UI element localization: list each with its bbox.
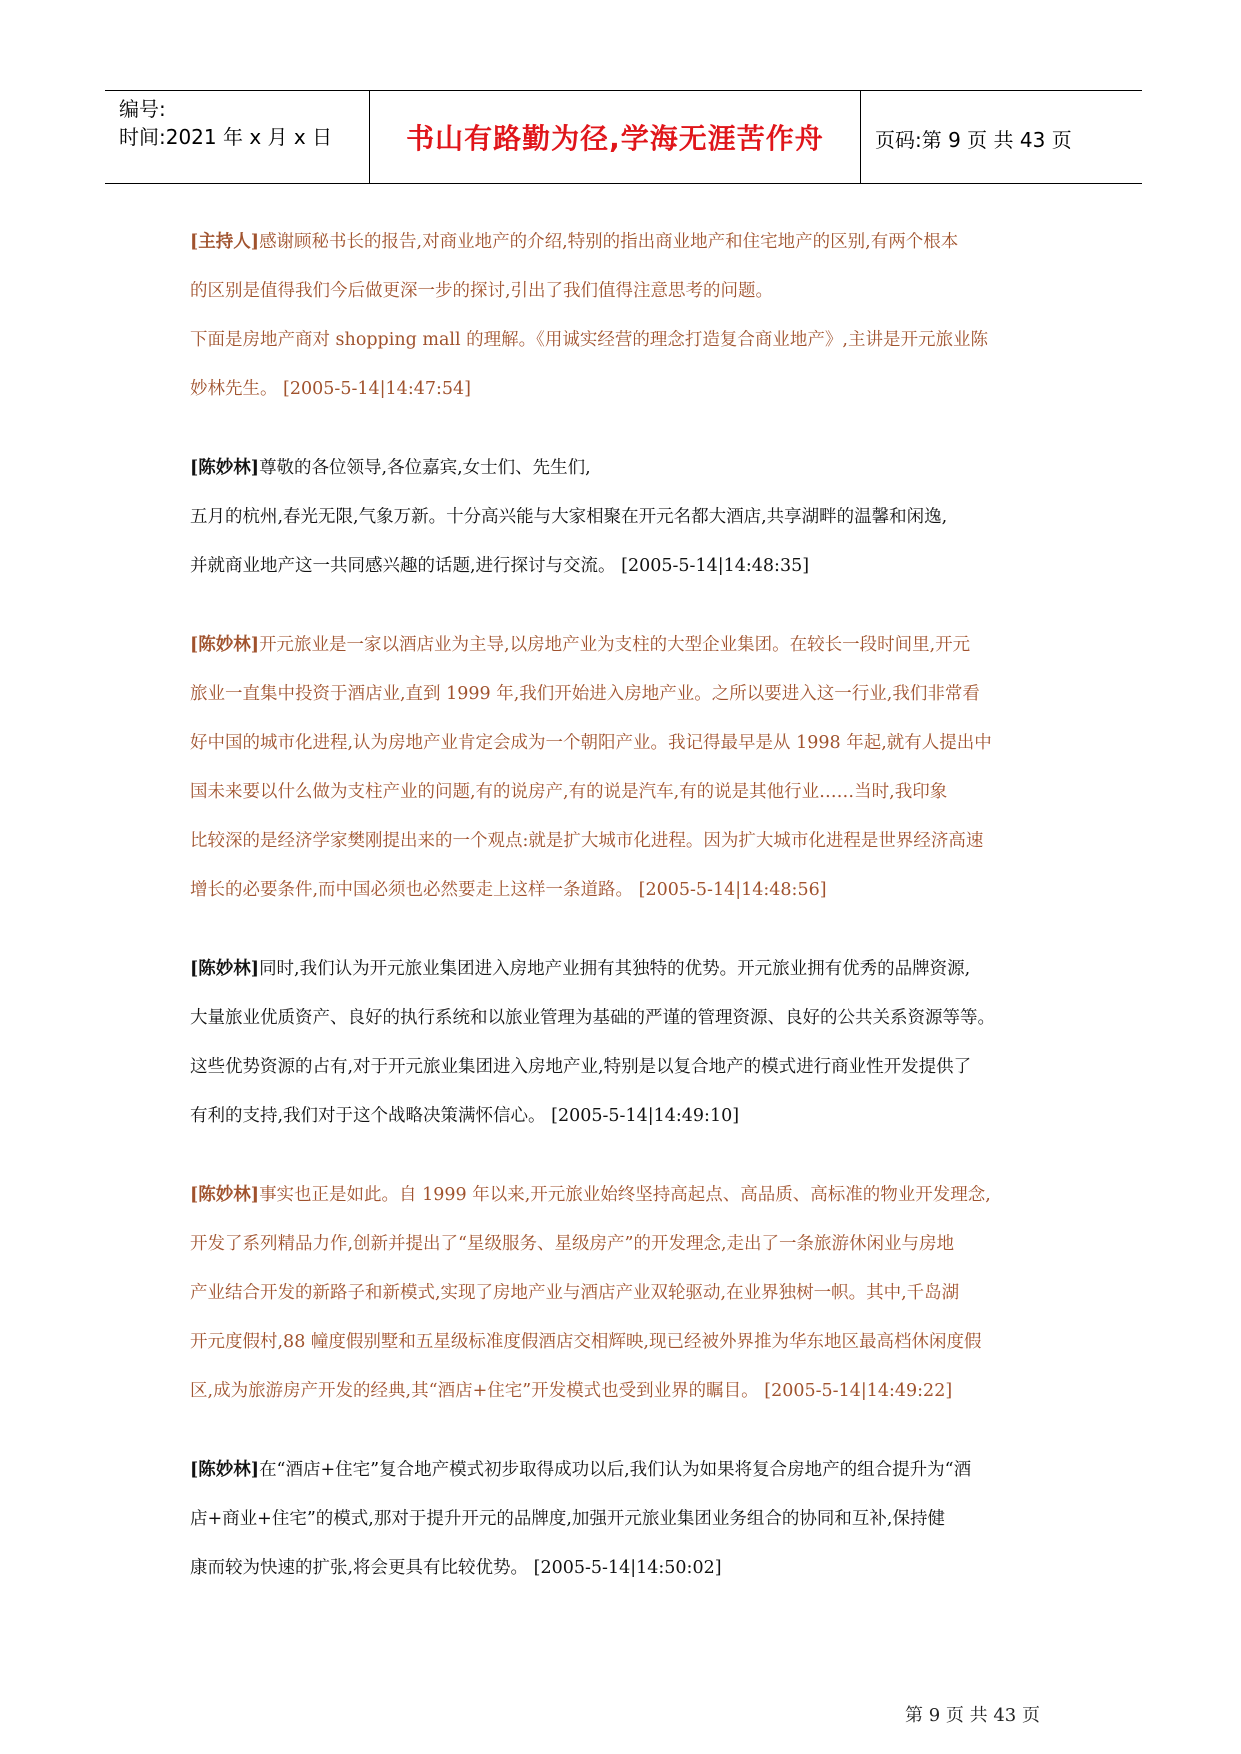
line-text: 康而较为快速的扩张,将会更具有比较优势。 [2005-5-14|14:50:02] xyxy=(190,1558,722,1578)
line-text: 好中国的城市化进程,认为房地产业肯定会成为一个朝阳产业。我记得最早是从 1998 年起,就有人提出中 xyxy=(190,733,992,753)
paragraph-line xyxy=(190,1495,1060,1544)
line-text: 开元度假村,88 幢度假别墅和五星级标准度假酒店交相辉映,现已经被外界推为华东地区最高档休闲度假 xyxy=(190,1332,982,1352)
line-text: 有利的支持,我们对于这个战略决策满怀信心。 [2005-5-14|14:49:10] xyxy=(190,1106,740,1126)
paragraph-line xyxy=(190,1092,1060,1141)
paragraph-line xyxy=(190,768,1060,817)
page-code: 页码:第 9 页 共 43 页 xyxy=(875,128,1072,152)
line-text: 尊敬的各位领导,各位嘉宾,女士们、先生们, xyxy=(259,458,591,478)
line-text: 店+商业+住宅”的模式,那对于提升开元的品牌度,加强开元旅业集团业务组合的协同和互补,保持健 xyxy=(190,1509,945,1529)
line-text: 事实也正是如此。自 1999 年以来,开元旅业始终坚持高起点、高品质、高标准的物业开发理念, xyxy=(259,1185,991,1205)
speaker-tag: [陈妙林] xyxy=(190,1460,260,1480)
line-text: 感谢顾秘书长的报告,对商业地产的介绍,特别的指出商业地产和住宅地产的区别,有两个根本 xyxy=(259,232,959,252)
paragraph-line xyxy=(190,267,1060,316)
paragraph-line xyxy=(190,493,1060,542)
line-text: 旅业一直集中投资于酒店业,直到 1999 年,我们开始进入房地产业。之所以要进入这一行业,我们非常看 xyxy=(190,684,980,704)
line-text: 增长的必要条件,而中国必须也必然要走上这样一条道路。 [2005-5-14|14:48:56] xyxy=(190,880,827,900)
line-text: 同时,我们认为开元旅业集团进入房地产业拥有其独特的优势。开元旅业拥有优秀的品牌资源, xyxy=(259,959,971,979)
paragraph-line xyxy=(190,1220,1060,1269)
paragraph-line xyxy=(190,670,1060,719)
header-motto-cell xyxy=(369,91,861,183)
speaker-tag: [主持人] xyxy=(190,232,260,252)
motto: 书山有路勤为径,学海无涯苦作舟 xyxy=(406,122,824,155)
paragraph xyxy=(190,218,1060,414)
paragraph-line xyxy=(190,1043,1060,1092)
paragraph-line xyxy=(190,1544,1060,1593)
line-text: 的区别是值得我们今后做更深一步的探讨,引出了我们值得注意思考的问题。 xyxy=(190,281,774,301)
header-info-cell xyxy=(105,91,369,183)
paragraph xyxy=(190,1171,1060,1416)
paragraph-line xyxy=(190,1367,1060,1416)
line-text: 妙林先生。 [2005-5-14|14:47:54] xyxy=(190,379,471,399)
paragraph-line xyxy=(190,1269,1060,1318)
document-body xyxy=(190,218,1060,1623)
time-label: 时间:2021 年 x 月 x 日 xyxy=(119,125,333,149)
paragraph-line xyxy=(190,994,1060,1043)
speaker-tag: [陈妙林] xyxy=(190,458,260,478)
paragraph-line xyxy=(190,1318,1060,1367)
paragraph-line xyxy=(190,218,1060,267)
line-text: 五月的杭州,春光无限,气象万新。十分高兴能与大家相聚在开元名都大酒店,共享湖畔的温馨和闲逸, xyxy=(190,507,948,527)
paragraph-line xyxy=(190,1446,1060,1495)
paragraph-line xyxy=(190,719,1060,768)
speaker-tag: [陈妙林] xyxy=(190,959,260,979)
page-footer: 第 9 页 共 43 页 xyxy=(905,1705,1040,1726)
line-text: 这些优势资源的占有,对于开元旅业集团进入房地产业,特别是以复合地产的模式进行商业性开发提供了 xyxy=(190,1057,972,1077)
header-page-cell xyxy=(861,91,1142,183)
speaker-tag: [陈妙林] xyxy=(190,635,260,655)
speaker-tag: [陈妙林] xyxy=(190,1185,260,1205)
paragraph xyxy=(190,621,1060,915)
paragraph-line xyxy=(190,866,1060,915)
paragraph-line xyxy=(190,1171,1060,1220)
paragraph xyxy=(190,444,1060,591)
paragraph xyxy=(190,945,1060,1141)
line-text: 大量旅业优质资产、良好的执行系统和以旅业管理为基础的严谨的管理资源、良好的公共关系资源等等。 xyxy=(190,1008,995,1028)
line-text: 开元旅业是一家以酒店业为主导,以房地产业为支柱的大型企业集团。在较长一段时间里,开元 xyxy=(259,635,971,655)
line-text: 在“酒店+住宅”复合地产模式初步取得成功以后,我们认为如果将复合房地产的组合提升为“酒 xyxy=(259,1460,972,1480)
paragraph-line xyxy=(190,316,1060,365)
paragraph-line xyxy=(190,542,1060,591)
paragraph-line xyxy=(190,444,1060,493)
paragraph-line xyxy=(190,365,1060,414)
line-text: 下面是房地产商对 shopping mall 的理解。《用诚实经营的理念打造复合商业地产》,主讲是开元旅业陈 xyxy=(190,330,988,350)
line-text: 产业结合开发的新路子和新模式,实现了房地产业与酒店产业双轮驱动,在业界独树一帜。其中,千岛湖 xyxy=(190,1283,960,1303)
line-text: 并就商业地产这一共同感兴趣的话题,进行探讨与交流。 [2005-5-14|14:48:35] xyxy=(190,556,810,576)
paragraph-line xyxy=(190,621,1060,670)
line-text: 开发了系列精品力作,创新并提出了“星级服务、星级房产”的开发理念,走出了一条旅游休闲业与房地 xyxy=(190,1234,955,1254)
line-text: 国未来要以什么做为支柱产业的问题,有的说房产,有的说是汽车,有的说是其他行业……当时,我印象 xyxy=(190,782,948,802)
line-text: 区,成为旅游房产开发的经典,其“酒店+住宅”开发模式也受到业界的瞩目。 [2005-5-14|14:49:22] xyxy=(190,1381,953,1401)
paragraph-line xyxy=(190,817,1060,866)
line-text: 比较深的是经济学家樊刚提出来的一个观点:就是扩大城市化进程。因为扩大城市化进程是世界经济高速 xyxy=(190,831,984,851)
number-label: 编号: xyxy=(119,97,166,121)
paragraph-line xyxy=(190,945,1060,994)
document-header xyxy=(105,90,1142,184)
paragraph xyxy=(190,1446,1060,1593)
